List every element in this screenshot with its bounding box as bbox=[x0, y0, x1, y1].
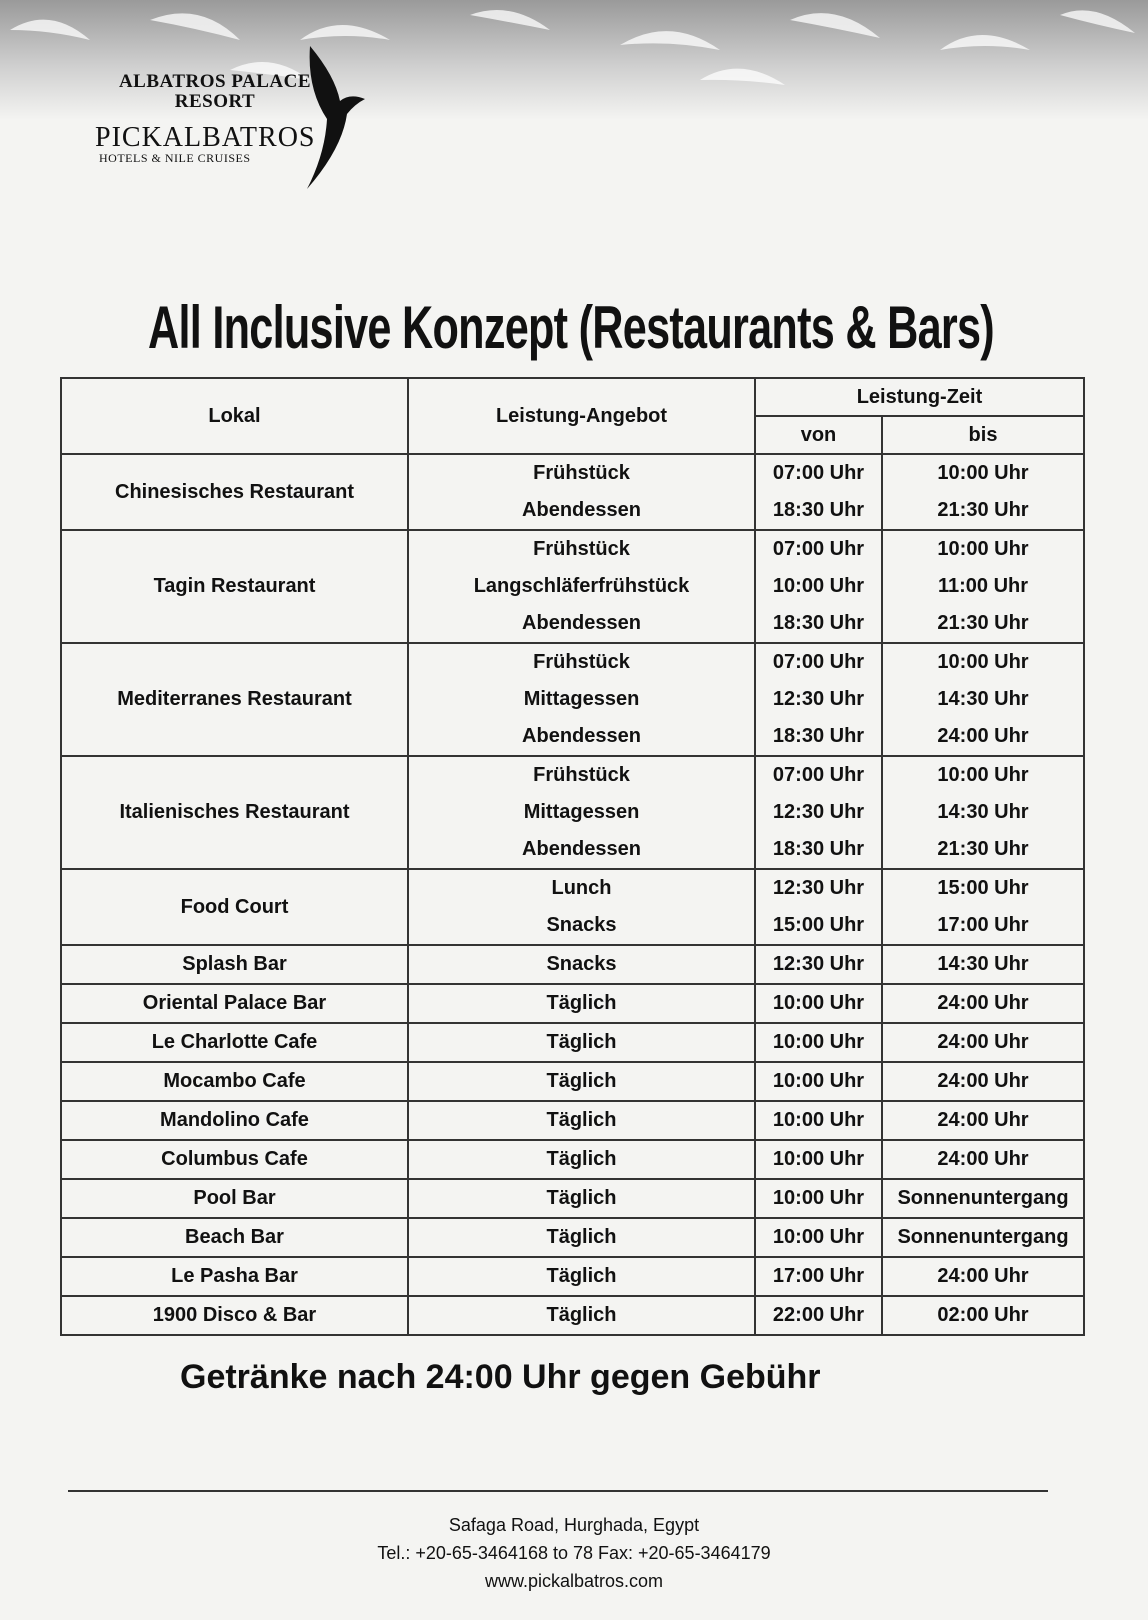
venue-name: Tagin Restaurant bbox=[153, 575, 316, 597]
time-to: 10:00 Uhr bbox=[937, 764, 1029, 786]
time-from: 10:00 Uhr bbox=[772, 1226, 865, 1248]
cell-lok bbox=[61, 643, 408, 756]
cell-lok bbox=[61, 1062, 408, 1101]
time-from: 12:30 Uhr bbox=[772, 688, 865, 710]
time-from: 10:00 Uhr bbox=[772, 1187, 865, 1209]
time-to: 10:00 Uhr bbox=[937, 538, 1029, 560]
table-row bbox=[61, 454, 1084, 530]
time-from: 07:00 Uhr bbox=[772, 764, 865, 786]
time-from: 10:00 Uhr bbox=[772, 992, 865, 1014]
cell-ang bbox=[408, 756, 755, 869]
time-to: 21:30 Uhr bbox=[937, 838, 1029, 860]
header-von: von bbox=[755, 416, 882, 454]
time-to: 14:30 Uhr bbox=[937, 801, 1029, 823]
cell-bis bbox=[882, 945, 1084, 984]
table-row bbox=[61, 1296, 1084, 1335]
offer-text: Lunch bbox=[551, 877, 612, 899]
offer-text: Täglich bbox=[546, 992, 617, 1014]
cell-von bbox=[755, 1296, 882, 1335]
offer-text: Täglich bbox=[546, 1031, 617, 1053]
cell-ang bbox=[408, 1140, 755, 1179]
offer-text: Abendessen bbox=[522, 838, 641, 860]
offer-text: Abendessen bbox=[522, 612, 641, 634]
time-to: 02:00 Uhr bbox=[937, 1304, 1029, 1326]
offer-text: Frühstück bbox=[533, 764, 630, 786]
cell-bis bbox=[882, 1140, 1084, 1179]
cell-von bbox=[755, 1140, 882, 1179]
time-to: 24:00 Uhr bbox=[937, 1031, 1029, 1053]
time-from: 18:30 Uhr bbox=[772, 612, 865, 634]
cell-lok bbox=[61, 756, 408, 869]
offer-text: Abendessen bbox=[522, 725, 641, 747]
table-row bbox=[61, 643, 1084, 756]
cell-lok bbox=[61, 984, 408, 1023]
cell-lok bbox=[61, 1257, 408, 1296]
table-row bbox=[61, 1218, 1084, 1257]
cell-lok bbox=[61, 1179, 408, 1218]
time-from: 12:30 Uhr bbox=[772, 953, 865, 975]
footer-divider bbox=[68, 1490, 1048, 1492]
albatross-bird-icon bbox=[290, 44, 380, 194]
cell-bis bbox=[882, 984, 1084, 1023]
venue-name: Oriental Palace Bar bbox=[142, 992, 327, 1014]
cell-lok bbox=[61, 869, 408, 945]
offer-text: Täglich bbox=[546, 1226, 617, 1248]
cell-von bbox=[755, 1062, 882, 1101]
cell-von bbox=[755, 1023, 882, 1062]
venue-name: Mandolino Cafe bbox=[160, 1109, 309, 1131]
venue-name: Italienisches Restaurant bbox=[119, 801, 350, 823]
time-to: 10:00 Uhr bbox=[937, 651, 1029, 673]
cell-bis bbox=[882, 530, 1084, 643]
table-row bbox=[61, 945, 1084, 984]
venue-name: Beach Bar bbox=[185, 1226, 284, 1248]
header-bis: bis bbox=[882, 416, 1084, 454]
time-to: 15:00 Uhr bbox=[937, 877, 1029, 899]
resort-name-line1: ALBATROS PALACE bbox=[118, 71, 312, 92]
cell-ang bbox=[408, 945, 755, 984]
offer-text: Frühstück bbox=[533, 462, 630, 484]
cell-von bbox=[755, 869, 882, 945]
cell-ang bbox=[408, 1218, 755, 1257]
cell-bis bbox=[882, 1296, 1084, 1335]
time-to: 24:00 Uhr bbox=[937, 1070, 1029, 1092]
cell-bis bbox=[882, 1218, 1084, 1257]
drinks-note: Getränke nach 24:00 Uhr gegen Gebühr bbox=[180, 1358, 821, 1396]
table-row bbox=[61, 1140, 1084, 1179]
cell-bis bbox=[882, 454, 1084, 530]
time-from: 10:00 Uhr bbox=[772, 1031, 865, 1053]
time-from: 10:00 Uhr bbox=[772, 1148, 865, 1170]
time-from: 22:00 Uhr bbox=[772, 1304, 865, 1326]
time-from: 12:30 Uhr bbox=[772, 801, 865, 823]
cell-ang bbox=[408, 643, 755, 756]
time-from: 07:00 Uhr bbox=[772, 462, 865, 484]
time-to: Sonnenuntergang bbox=[897, 1226, 1069, 1248]
time-from: 18:30 Uhr bbox=[772, 838, 865, 860]
venue-name: Splash Bar bbox=[182, 953, 287, 975]
time-to: Sonnenuntergang bbox=[897, 1187, 1069, 1209]
time-to: 24:00 Uhr bbox=[937, 1265, 1029, 1287]
offer-text: Täglich bbox=[546, 1070, 617, 1092]
cell-bis bbox=[882, 1257, 1084, 1296]
resort-name-line2: RESORT bbox=[174, 91, 256, 112]
cell-bis bbox=[882, 1179, 1084, 1218]
cell-ang bbox=[408, 454, 755, 530]
time-from: 18:30 Uhr bbox=[772, 725, 865, 747]
venue-name: Mediterranes Restaurant bbox=[117, 688, 352, 710]
cell-lok bbox=[61, 1023, 408, 1062]
table-row bbox=[61, 530, 1084, 643]
cell-bis bbox=[882, 1023, 1084, 1062]
cell-bis bbox=[882, 1101, 1084, 1140]
page-title: All Inclusive Konzept (Restaurants & Bars) bbox=[148, 294, 994, 361]
schedule-table bbox=[60, 377, 1085, 1336]
brand-subtitle: HOTELS & NILE CRUISES bbox=[99, 151, 251, 165]
cell-lok bbox=[61, 945, 408, 984]
venue-name: Le Charlotte Cafe bbox=[151, 1031, 318, 1053]
offer-text: Frühstück bbox=[533, 651, 630, 673]
cell-ang bbox=[408, 1296, 755, 1335]
time-to: 14:30 Uhr bbox=[937, 688, 1029, 710]
venue-name: Chinesisches Restaurant bbox=[115, 480, 354, 503]
table-row bbox=[61, 1023, 1084, 1062]
time-to: 17:00 Uhr bbox=[937, 914, 1029, 936]
time-to: 21:30 Uhr bbox=[937, 612, 1029, 634]
time-to: 11:00 Uhr bbox=[937, 575, 1029, 597]
footer-address: Safaga Road, Hurghada, Egypt bbox=[448, 1515, 700, 1535]
cell-von bbox=[755, 1218, 882, 1257]
time-to: 24:00 Uhr bbox=[937, 1109, 1029, 1131]
offer-text: Snacks bbox=[546, 953, 617, 975]
time-from: 10:00 Uhr bbox=[772, 575, 865, 597]
venue-name: Food Court bbox=[180, 895, 289, 918]
cell-von bbox=[755, 643, 882, 756]
cell-lok bbox=[61, 1140, 408, 1179]
cell-ang bbox=[408, 984, 755, 1023]
offer-text: Täglich bbox=[546, 1304, 617, 1326]
cell-von bbox=[755, 945, 882, 984]
offer-text: Täglich bbox=[546, 1109, 617, 1131]
cell-lok bbox=[61, 1101, 408, 1140]
header-lokal: Lokal bbox=[61, 378, 408, 454]
cell-von bbox=[755, 984, 882, 1023]
time-to: 24:00 Uhr bbox=[937, 725, 1029, 747]
table-row bbox=[61, 869, 1084, 945]
time-to: 24:00 Uhr bbox=[937, 1148, 1029, 1170]
time-from: 07:00 Uhr bbox=[772, 538, 865, 560]
venue-name: Pool Bar bbox=[193, 1187, 276, 1209]
offer-text: Täglich bbox=[546, 1148, 617, 1170]
time-from: 07:00 Uhr bbox=[772, 651, 865, 673]
cell-von bbox=[755, 1101, 882, 1140]
time-from: 18:30 Uhr bbox=[772, 499, 865, 521]
offer-text: Mittagessen bbox=[523, 801, 640, 823]
offer-text: Täglich bbox=[546, 1187, 617, 1209]
footer-web: www.pickalbatros.com bbox=[484, 1571, 664, 1591]
table-row bbox=[61, 1257, 1084, 1296]
offer-text: Frühstück bbox=[533, 538, 630, 560]
cell-ang bbox=[408, 1257, 755, 1296]
time-to: 21:30 Uhr bbox=[937, 499, 1029, 521]
cell-ang bbox=[408, 530, 755, 643]
time-from: 17:00 Uhr bbox=[772, 1265, 865, 1287]
time-from: 15:00 Uhr bbox=[772, 914, 865, 936]
cell-ang bbox=[408, 1101, 755, 1140]
table-row bbox=[61, 1062, 1084, 1101]
table-row bbox=[61, 1179, 1084, 1218]
cell-bis bbox=[882, 756, 1084, 869]
time-to: 14:30 Uhr bbox=[937, 953, 1029, 975]
offer-text: Langschläferfrühstück bbox=[473, 575, 690, 597]
venue-name: Columbus Cafe bbox=[161, 1148, 308, 1170]
header-zeit: Leistung-Zeit bbox=[755, 378, 1084, 416]
cell-ang bbox=[408, 869, 755, 945]
cell-von bbox=[755, 756, 882, 869]
footer-phone: Tel.: +20-65-3464168 to 78 Fax: +20-65-3464179 bbox=[377, 1543, 771, 1563]
cell-bis bbox=[882, 1062, 1084, 1101]
table-row bbox=[61, 984, 1084, 1023]
cell-ang bbox=[408, 1023, 755, 1062]
time-from: 10:00 Uhr bbox=[772, 1070, 865, 1092]
cell-lok bbox=[61, 454, 408, 530]
offer-text: Mittagessen bbox=[523, 688, 640, 710]
cell-von bbox=[755, 454, 882, 530]
venue-name: Mocambo Cafe bbox=[163, 1070, 306, 1092]
cell-von bbox=[755, 530, 882, 643]
time-from: 12:30 Uhr bbox=[772, 877, 865, 899]
time-from: 10:00 Uhr bbox=[772, 1109, 865, 1131]
brand-name: PICKALBATROS bbox=[95, 122, 316, 153]
venue-name: 1900 Disco & Bar bbox=[152, 1304, 317, 1326]
cell-von bbox=[755, 1257, 882, 1296]
offer-text: Abendessen bbox=[522, 499, 641, 521]
time-to: 10:00 Uhr bbox=[937, 462, 1029, 484]
cell-ang bbox=[408, 1062, 755, 1101]
time-to: 24:00 Uhr bbox=[937, 992, 1029, 1014]
header-angebot: Leistung-Angebot bbox=[408, 378, 755, 454]
table-row bbox=[61, 756, 1084, 869]
cell-lok bbox=[61, 1296, 408, 1335]
venue-name: Le Pasha Bar bbox=[171, 1265, 298, 1287]
offer-text: Täglich bbox=[546, 1265, 617, 1287]
offer-text: Snacks bbox=[546, 914, 617, 936]
cell-lok bbox=[61, 1218, 408, 1257]
cell-lok bbox=[61, 530, 408, 643]
table-row bbox=[61, 1101, 1084, 1140]
cell-von bbox=[755, 1179, 882, 1218]
cell-bis bbox=[882, 869, 1084, 945]
cell-bis bbox=[882, 643, 1084, 756]
cell-ang bbox=[408, 1179, 755, 1218]
